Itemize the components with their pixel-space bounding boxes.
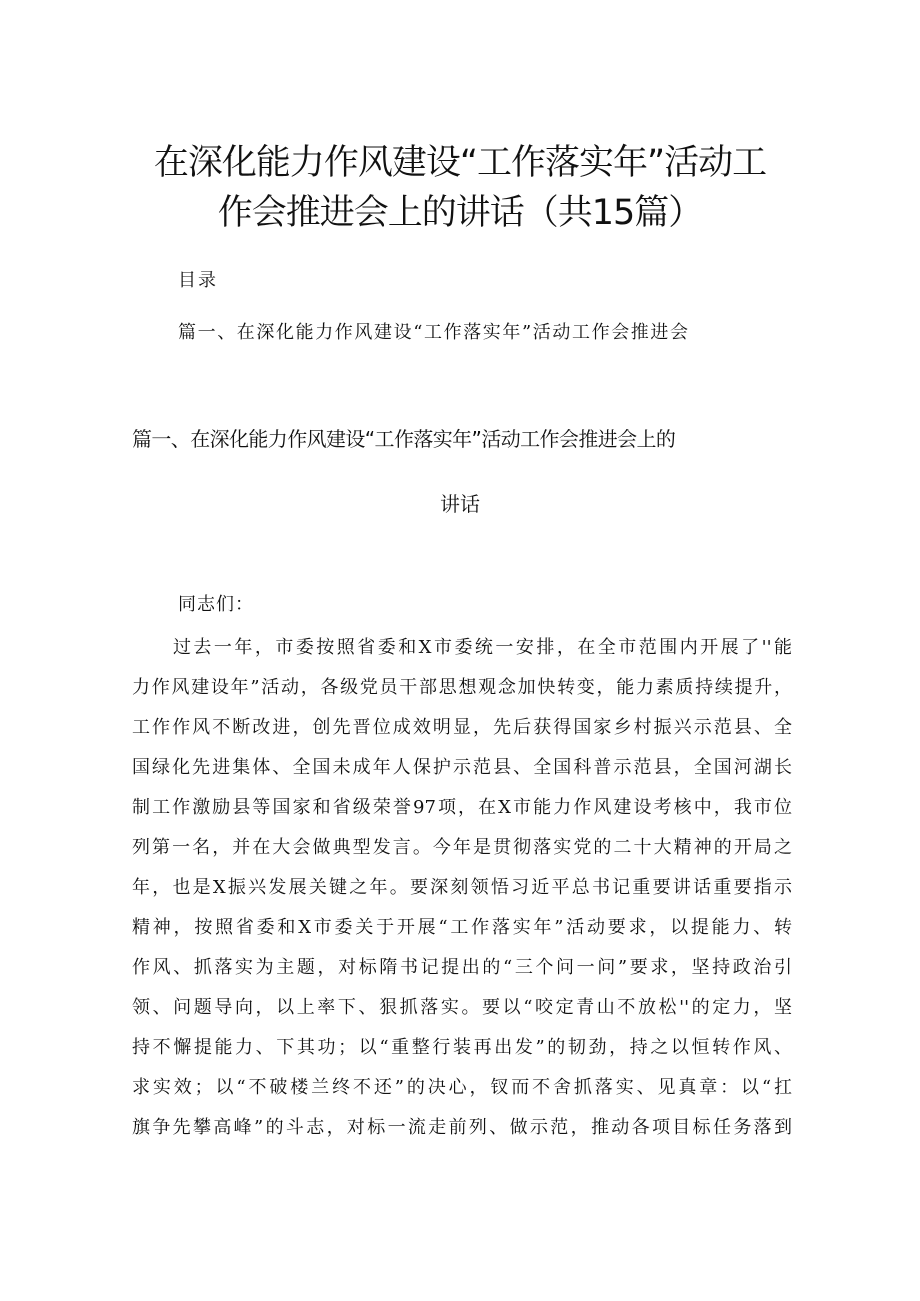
body-line: 国绿化先进集体、全国未成年人保护示范县、全国科普示范县，全国河湖长 [132,757,792,778]
body-line: 力作风建设年”活动，各级党员干部思想观念加快转变，能力素质持续提升， [132,677,792,698]
body-line: 精神，按照省委和X市委关于开展“工作落实年”活动要求，以提能力、转 [132,917,792,938]
title-line-2: 作会推进会上的讲话（共15篇） [217,193,703,233]
section-heading: 篇一、在深化能力作风建设“工作落实年”活动工作会推进会上的 [132,427,676,451]
title-line-1: 在深化能力作风建设“工作落实年”活动工 [153,143,767,183]
body-line: 制工作激励县等国家和省级荣誉97项，在X市能力作风建设考核中，我市位 [132,797,792,818]
body-line: 年，也是X振兴发展关键之年。要深刻领悟习近平总书记重要讲话重要指示 [132,877,792,898]
document-title [120,138,800,238]
body-line: 列第一名，并在大会做典型发言。今年是贯彻落实党的二十大精神的开局之 [132,837,792,858]
toc-entry[interactable]: 篇一、在深化能力作风建设“工作落实年”活动工作会推进会 [178,322,690,343]
body-paragraph [132,630,792,1150]
toc-label: 目录 [178,270,218,291]
salutation: 同志们： [178,594,254,615]
body-line: 作风、抓落实为主题，对标隋书记提出的“三个问一问”要求，坚持政治引 [132,957,792,978]
body-line: 工作作风不断改进，创先晋位成效明显，先后获得国家乡村振兴示范县、全 [132,717,792,738]
body-line: 旗争先攀高峰”的斗志，对标一流走前列、做示范，推动各项目标任务落到 [132,1117,792,1138]
section-heading-continued: 讲话 [440,492,480,516]
body-line: 过去一年，市委按照省委和X市委统一安排，在全市范围内开展了''能 [132,637,792,658]
body-line: 求实效；以“不破楼兰终不还”的决心，钗而不舍抓落实、见真章：以“扛 [132,1077,792,1098]
body-line: 领、问题导向，以上率下、狠抓落实。要以“咬定青山不放松''的定力，坚 [132,997,792,1018]
body-line: 持不懈提能力、下其功；以“重整行装再出发”的韧劲，持之以恒转作风、 [132,1037,792,1058]
